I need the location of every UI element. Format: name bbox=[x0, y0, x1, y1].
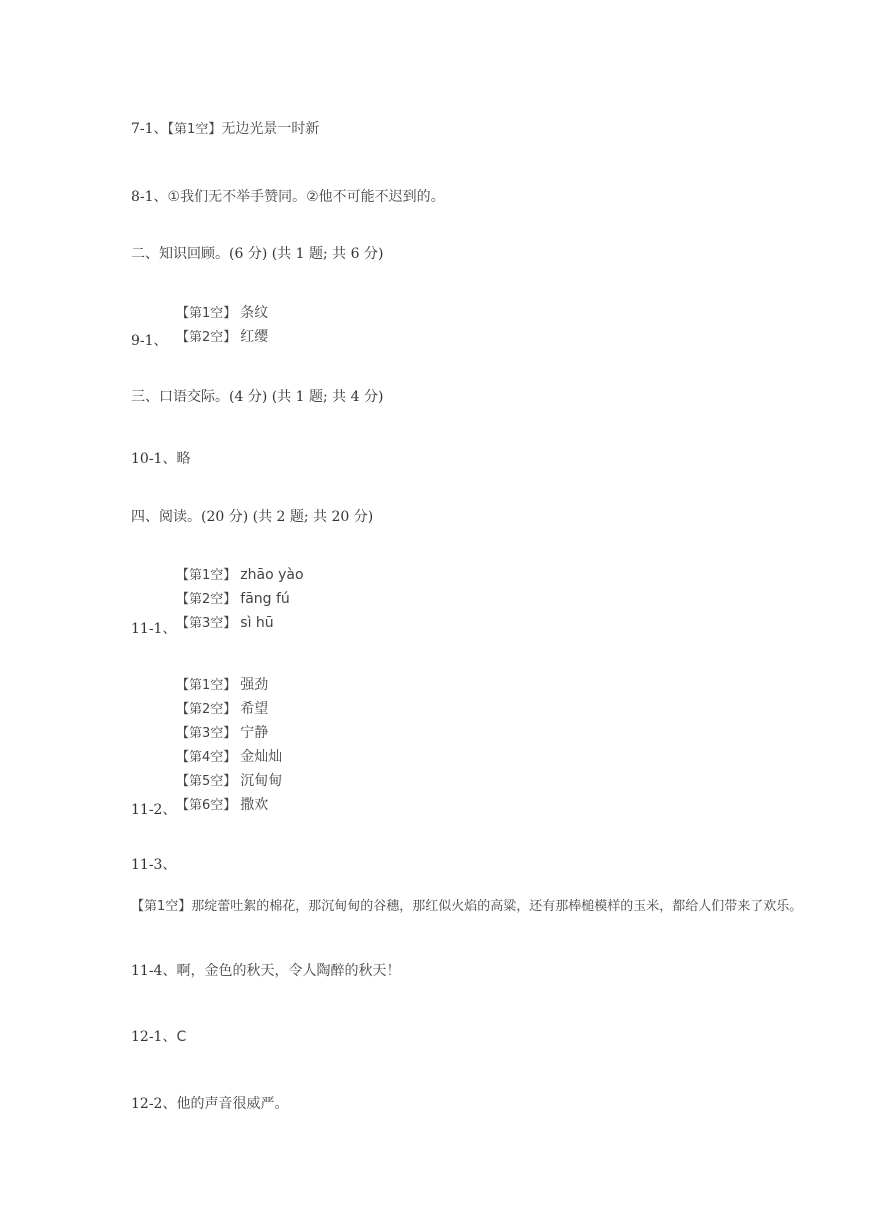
answer-text: ①我们无不举手赞同。②他不可能不迟到的。 bbox=[167, 189, 445, 205]
section-heading-3: 三、口语交际。(4 分) (共 1 题; 共 4 分) bbox=[131, 389, 384, 405]
blank-tag: 【第1空】 bbox=[176, 306, 237, 321]
question-number: 7-1、 bbox=[131, 121, 168, 137]
question-number: 11-1、 bbox=[131, 621, 177, 637]
answer-12-2 bbox=[131, 1095, 288, 1113]
answer-11-4 bbox=[131, 962, 400, 980]
answer-text: zhāo yào bbox=[240, 567, 304, 583]
answer-text: 略 bbox=[176, 451, 191, 467]
blank-tag: 【第1空】 bbox=[131, 899, 192, 914]
question-number: 11-4、 bbox=[131, 963, 177, 979]
question-number: 9-1、 bbox=[131, 333, 168, 349]
answer-text: sì hū bbox=[240, 615, 274, 631]
blank-row bbox=[176, 614, 274, 633]
answer-11-2 bbox=[131, 801, 176, 819]
answer-7-1 bbox=[131, 120, 319, 139]
blank-row bbox=[176, 772, 282, 791]
question-number: 8-1、 bbox=[131, 189, 168, 205]
blank-tag: 【第2空】 bbox=[176, 330, 237, 345]
answer-10-1 bbox=[131, 450, 190, 468]
answer-text: 撒欢 bbox=[240, 797, 269, 813]
answer-text: fāng fú bbox=[240, 591, 290, 607]
section-heading-2: 二、知识回顾。(6 分) (共 1 题; 共 6 分) bbox=[131, 246, 384, 262]
blank-tag: 【第2空】 bbox=[176, 702, 237, 717]
answer-text: 啊，金色的秋天，令人陶醉的秋天！ bbox=[176, 963, 401, 979]
blank-tag: 【第1空】 bbox=[176, 678, 237, 693]
blank-row bbox=[176, 590, 290, 609]
blank-row bbox=[176, 724, 268, 743]
blank-tag: 【第2空】 bbox=[176, 592, 237, 607]
answer-text: 他的声音很威严。 bbox=[176, 1096, 289, 1112]
blank-row bbox=[176, 566, 304, 585]
answer-text: 无边光景一时新 bbox=[221, 121, 320, 137]
answer-11-3-text bbox=[131, 898, 802, 916]
section-heading-4: 四、阅读。(20 分) (共 2 题; 共 20 分) bbox=[131, 509, 374, 525]
answer-11-1 bbox=[131, 620, 176, 638]
answer-text: 条纹 bbox=[240, 305, 269, 321]
blank-tag: 【第3空】 bbox=[176, 616, 237, 631]
answer-12-1 bbox=[131, 1028, 186, 1046]
blank-row bbox=[176, 328, 268, 347]
blank-tag: 【第1空】 bbox=[176, 568, 237, 583]
answer-text: 沉甸甸 bbox=[240, 773, 283, 789]
question-number: 11-3、 bbox=[131, 857, 177, 873]
answer-8-1 bbox=[131, 188, 445, 206]
blank-tag: 【第4空】 bbox=[176, 750, 237, 765]
answer-text: 希望 bbox=[240, 701, 269, 717]
blank-tag: 【第3空】 bbox=[176, 726, 237, 741]
blank-row bbox=[176, 796, 268, 815]
answer-text: 宁静 bbox=[240, 725, 269, 741]
question-number: 12-2、 bbox=[131, 1096, 177, 1112]
question-number: 11-2、 bbox=[131, 802, 177, 818]
blank-tag: 【第1空】 bbox=[167, 122, 222, 137]
answer-text: 金灿灿 bbox=[240, 749, 283, 765]
blank-row bbox=[176, 748, 282, 767]
answer-text: C bbox=[176, 1029, 187, 1045]
question-number: 10-1、 bbox=[131, 451, 177, 467]
blank-row bbox=[176, 700, 268, 719]
blank-tag: 【第6空】 bbox=[176, 798, 237, 813]
answer-9-1 bbox=[131, 332, 168, 350]
answer-text: 那绽蕾吐絮的棉花，那沉甸甸的谷穗，那红似火焰的高粱，还有那棒槌模样的玉米，都给人们带来了欢乐。 bbox=[191, 899, 803, 914]
answer-text: 红缨 bbox=[240, 329, 269, 345]
answer-text: 强劲 bbox=[240, 677, 269, 693]
answer-11-3 bbox=[131, 856, 176, 874]
blank-row bbox=[176, 304, 268, 323]
question-number: 12-1、 bbox=[131, 1029, 177, 1045]
blank-tag: 【第5空】 bbox=[176, 774, 237, 789]
blank-row bbox=[176, 676, 268, 695]
